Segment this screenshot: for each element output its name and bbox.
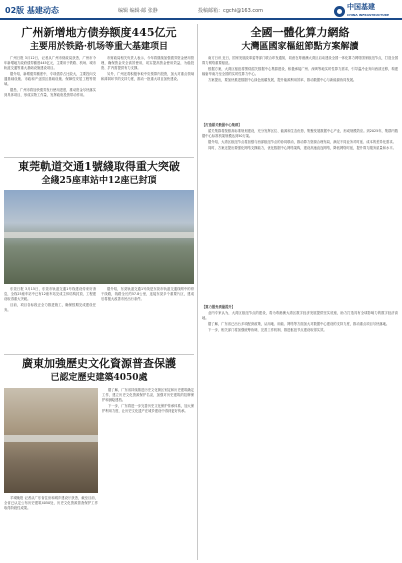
logo-icon [334, 6, 345, 17]
page-header [0, 0, 402, 20]
article-4-col-2 [102, 388, 194, 560]
paragraph: 羊城晚报 记者从广东省住房和城乡建设厅获悉，截至目前，全省已认定公布历史建筑4050处，历史文化资源普查保护工作取得阶段性成果。 [4, 496, 98, 510]
paragraph: 下一步，相关部门将加强统筹协调，完善工作机制，推进枢纽节点建设取得实效。 [208, 328, 327, 332]
paragraph: 据介绍，东莞轨道交通1号线是东莞市轨道交通线网中的骨干线路，线路全长约57.8公里，连接东莞多个重要片区，建成后将极大改善市民出行条件。 [101, 287, 194, 301]
paragraph: 另外，广州还将积极争取中央预算内投资，加大对重点领域和薄弱环节的支持力度，推动一批重大项目加快建设。 [101, 72, 194, 81]
paragraph: 据悉，广州市将加快债券发行使用进度，推动资金尽快落实到具体项目，形成实物工作量，发挥政府投资带动作用。 [4, 88, 96, 97]
article-1-title: 广州新增地方债券额度445亿元 [21, 26, 177, 39]
editor-credit: 编辑 编辑·邮 张静 [118, 8, 158, 14]
article-1-col-2 [101, 56, 194, 154]
article-2-title: 全國一體化算力網絡 [250, 26, 350, 39]
article-4-subtitle: 已認定歷史建築4050處 [50, 373, 148, 383]
article-2-subtitle: 大灣區國家樞紐節點方案解讀 [241, 42, 359, 52]
column-divider [197, 24, 198, 560]
article-4-col-1 [4, 496, 98, 560]
logo [334, 3, 389, 19]
metro-station-photo [4, 190, 194, 284]
logo-subtitle: CHINA INFRASTRUCTURE [347, 13, 390, 17]
article-2-section-1 [202, 120, 398, 300]
article-3-col-1 [4, 287, 96, 351]
paragraph: 据了解，广东省已出台多项配套政策，从用地、用能、网络等方面加大对数据中心建设的支持力度，推动重点项目尽快落地。 [208, 322, 390, 326]
section-divider [4, 354, 194, 355]
article-3-title: 東莞軌道交通1號綫取得重大突破 [18, 160, 180, 173]
paragraph: 市财政局相关负责人表示，今年将继续加强债券资金使用管理，确保资金安全高效使用，切实提高资金使用效益，为稳投资、扩内需提供有力支撑。 [101, 56, 194, 70]
article-3-subtitle: 全綫25座車站中12座已封頂 [41, 176, 157, 186]
section-heading: 【打造韶关数据中心集群】 [202, 123, 242, 127]
paragraph: 南方日讯 近日，国家发展改革委等部门联合印发通知，同意在粤港澳大湾区启动建设全国一体化算力网络国家枢纽节点，打造全国算力网络重要枢纽。 [202, 56, 398, 65]
article-2-section-2 [202, 302, 398, 560]
section-label: 02版 基建动态 [5, 6, 59, 15]
article-2-intro [202, 56, 398, 118]
paragraph: 方案提出，要加快推进数据中心绿色低碳发展，提升能源利用效率，推动数据中心与新能源协同发展。 [208, 78, 357, 82]
paragraph: 据介绍，新增债券额度中，专项债券占比较大，主要投向交通基础设施、市政和产业园区基础设施、保障性安居工程等领域。 [4, 72, 96, 86]
article-1-col-1 [4, 56, 96, 154]
paragraph: 广州日报 3月12日，记者从广州市财政局获悉，广州市今年新增地方政府债券额度445亿元，主要用于铁路、机场、城市轨道交通等重大基础设施建设项目。 [4, 56, 96, 70]
paragraph: 东莞日报 3月15日，东莞市轨道交通1号线建设传来好消息，全线25座车站中已有12座车站完成主体结构封顶，工程建设取得重大突破。 [4, 287, 96, 301]
paragraph: 业内专家认为，大湾区枢纽节点的建设，将为粤港澳大湾区数字经济发展提供坚实底座，助力打造具有全球影响力的数字经济高地。 [202, 311, 398, 320]
section-divider [4, 157, 194, 158]
section-heading: 【算力服务质量提升】 [202, 305, 235, 309]
article-4-title: 廣東加強歷史文化資源普查保護 [22, 357, 176, 370]
paragraph: 据了解，广东省持续推进历史文化街区划定和历史建筑确定工作，建立历史文化资源保护名录，加强对历史建筑的挂牌保护和测绘建档。 [102, 388, 194, 402]
paragraph: 下一步，广东将进一步完善历史文化保护传承体系，加大保护利用力度，让历史文化遗产在城乡建设中得到更好传承。 [102, 404, 194, 413]
paragraph: 目前，项目各标段正全力推进施工，确保按期完成建设任务。 [4, 303, 96, 312]
article-3-col-2 [101, 287, 194, 351]
paragraph: 同时，方案还提出要强化网络支撑能力，优化数据中心网络架构，建设高速直连网络，降低网络时延，提升算力服务质量和水平。 [208, 146, 396, 150]
historic-building-photo [4, 388, 98, 493]
paragraph: 据介绍，大湾区枢纽节点将加强与西部枢纽节点的协同联动，推动算力资源合理布局，满足不同业务对时延、成本的差异化需求。 [208, 140, 396, 144]
paragraph: 根据方案，大湾区枢纽将围绕韶关数据中心集群建设，积极承接广州、深圳等地实时性算力需求，引导温冷业务向西部迁移，构建辐射华南乃至全国的实时性算力中心。 [202, 67, 398, 76]
logo-name: 中国基建 [347, 3, 375, 11]
paragraph: 韶关集群将按照高标准规划建设，充分发挥区位、能源和生态优势，集聚发展数据中心产业，形成规模效应。到2025年，集群内数据中心标准机架规模达到50万架。 [202, 129, 398, 138]
article-1-subtitle: 主要用於铁路·机场等重大基建项目 [29, 42, 169, 52]
submission-email: 投稿邮箱：cgchi@163.com [198, 8, 264, 14]
